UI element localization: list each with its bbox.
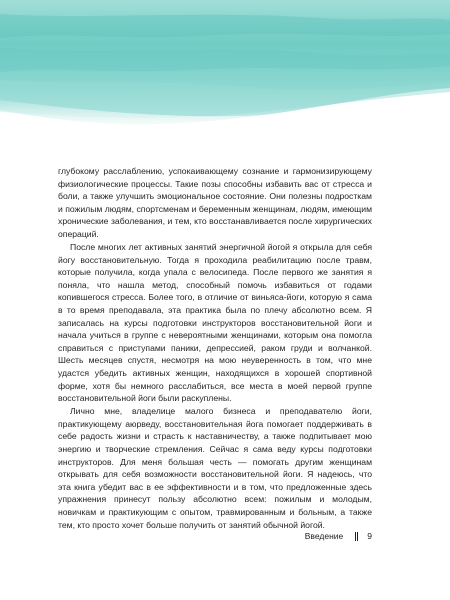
- paragraph-3: Лично мне, владелице малого бизнеса и преподавателю йоги, практикующему аюрведу, восстановительная йога помогает поддерживать в себе радость жизни и страсть к наставничеству, а также подпитывает мою энергию и творческие стремления. Сейчас я сама веду курсы подготовки инструкторов. Для меня большая честь — помогать другим женщинам открывать для себя возможности восстановительной йоги. Я надеюсь, что эта книга убедит вас в ее эффективности и в том, что предложенные здесь упражнения принесут пользу абсолютно всем: пожилым и молодым, новичкам и практикующим с опытом, травмированным и больным, а также тем, кто просто хочет больше получить от занятий обычной йогой.: [58, 406, 372, 530]
- footer-divider: [355, 532, 356, 541]
- page-footer: [250, 531, 372, 541]
- watercolor-header-decoration: [0, 0, 450, 132]
- watercolor-wash-graphic: [0, 0, 450, 132]
- footer-section-title: Введение: [304, 531, 344, 541]
- page-number: 9: [367, 531, 372, 541]
- paragraph-2: После многих лет активных занятий энергичной йогой я открыла для себя йогу восстановительную. Тогда я проходила реабилитацию после травм, которые получила, когда упала с велосипеда. После первого же занятия я поняла, что нашла метод, способный помочь избавиться от годами копившегося стресса. Более того, в отличие от виньяса-йоги, которую я сама в то время преподавала, эта практика была по плечу абсолютно всем. Я записалась на курсы подготовки инструкторов восстановительной йоги и начала учиться в группе с невероятными женщинами, которым она помогла справиться с приступами паники, депрессией, раком груди и волчанкой. Шесть месяцев спустя, несмотря на мою неуверенность в том, что мне удастся убедить активных женщин, находящихся в хорошей спортивной форме, хотя бы немного расслабиться, все места в моей первой группе восстановительной йоги были раскуплены.: [58, 242, 372, 404]
- paragraph-1: глубокому расслаблению, успокаивающему сознание и гармонизирующему физиологические процессы. Такие позы способны избавить вас от стресса и боли, а также улучшить эмоциональное состояние. Они полезны подросткам и пожилым людям, спортсменам и беременным женщинам, людям, имеющим хронические заболевания, и тем, кто восстанавливается после хирургических операций.: [58, 166, 372, 239]
- body-text: [58, 165, 372, 531]
